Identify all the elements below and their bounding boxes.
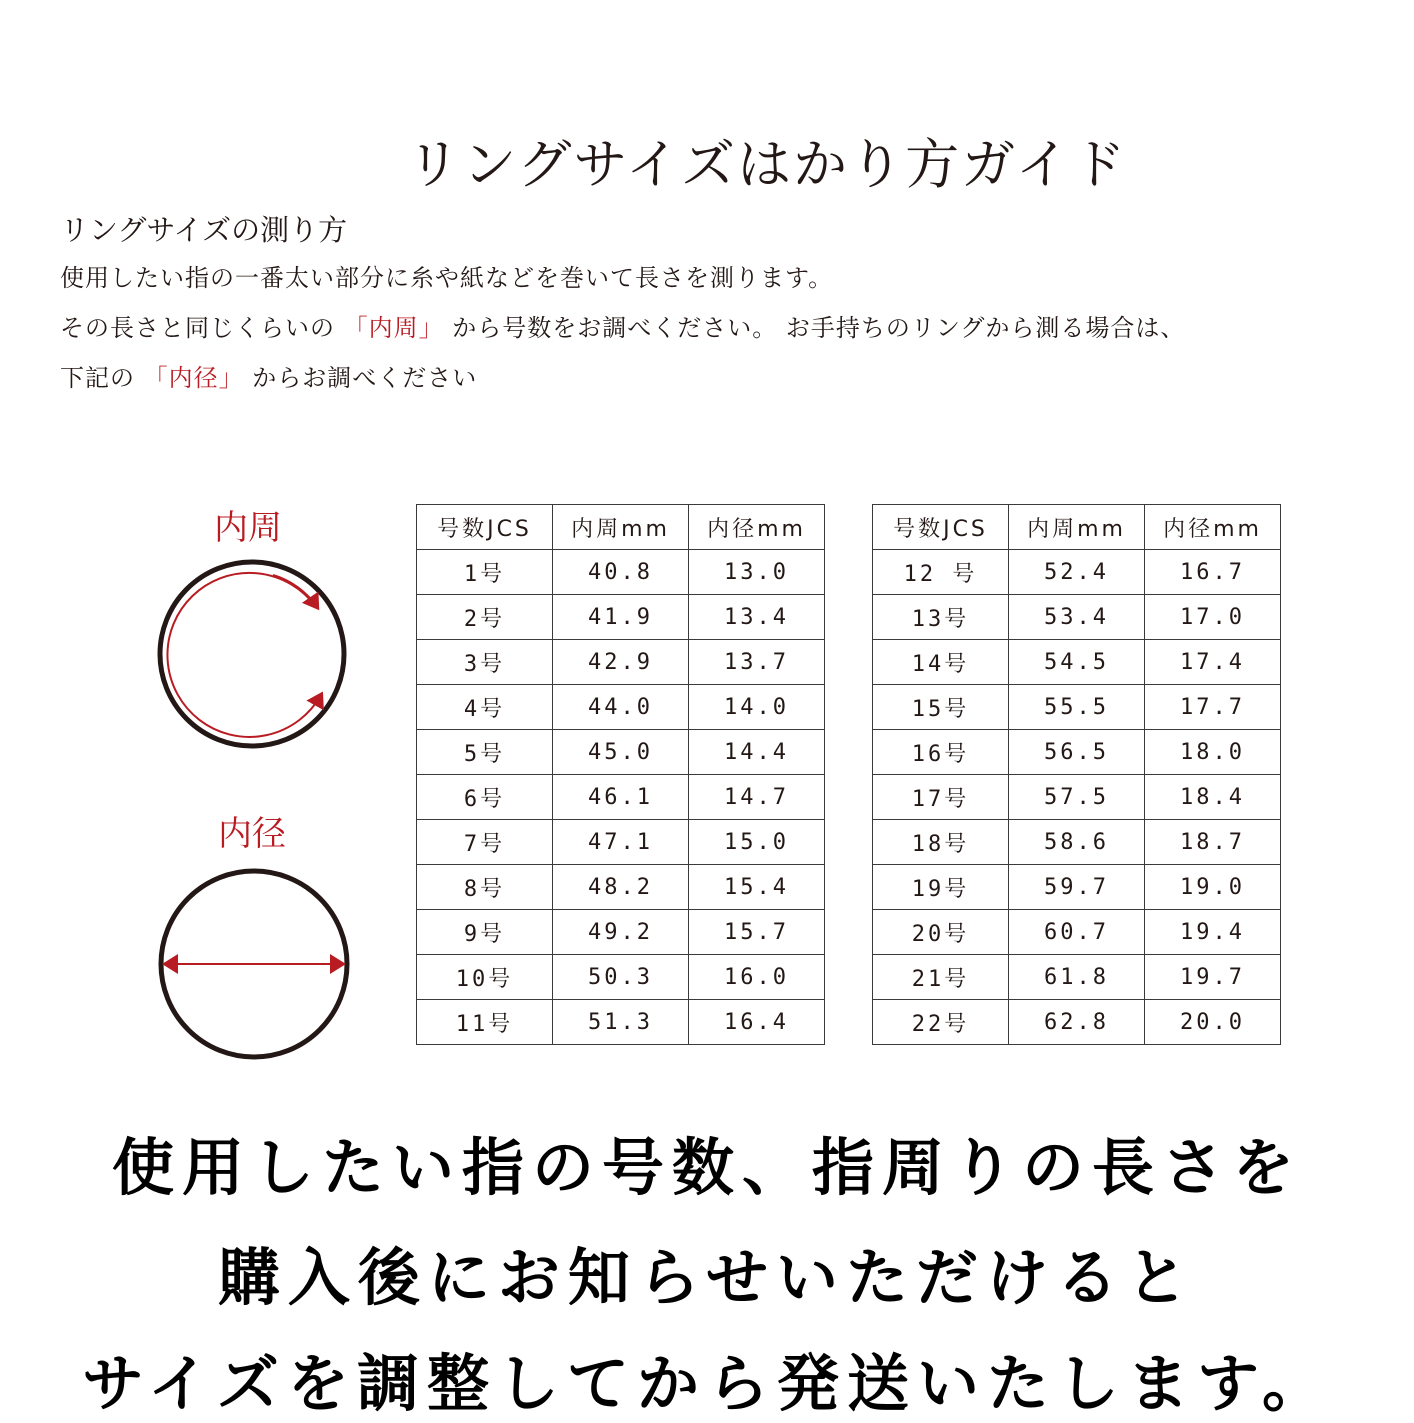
instruction-text: 下記の (60, 364, 135, 392)
inner-diameter-ring-icon (152, 862, 357, 1067)
diameter-cell: 13.4 (689, 595, 825, 640)
circumference-cell: 49.2 (553, 910, 689, 955)
diameter-cell: 15.0 (689, 820, 825, 865)
circumference-cell: 57.5 (1009, 775, 1145, 820)
size-cell: 17号 (873, 775, 1009, 820)
diameter-cell: 18.7 (1145, 820, 1281, 865)
table-row (873, 730, 1281, 775)
diameter-cell: 17.0 (1145, 595, 1281, 640)
circumference-cell: 52.4 (1009, 550, 1145, 595)
circumference-cell: 60.7 (1009, 910, 1145, 955)
table-row (417, 820, 825, 865)
table-row (417, 1000, 825, 1045)
diameter-cell: 13.7 (689, 640, 825, 685)
circumference-cell: 48.2 (553, 865, 689, 910)
circumference-cell: 55.5 (1009, 685, 1145, 730)
circumference-cell: 53.4 (1009, 595, 1145, 640)
table-row (417, 775, 825, 820)
circumference-cell: 47.1 (553, 820, 689, 865)
column-header: 号数JCS (417, 505, 553, 550)
size-cell: 14号 (873, 640, 1009, 685)
diameter-cell: 16.4 (689, 1000, 825, 1045)
size-cell: 7号 (417, 820, 553, 865)
table-header-row (417, 505, 825, 550)
size-cell: 12 号 (873, 550, 1009, 595)
column-header: 内周mm (553, 505, 689, 550)
table-row (417, 910, 825, 955)
circumference-cell: 58.6 (1009, 820, 1145, 865)
circumference-cell: 44.0 (553, 685, 689, 730)
diameter-cell: 14.7 (689, 775, 825, 820)
diameter-cell: 17.7 (1145, 685, 1281, 730)
size-cell: 16号 (873, 730, 1009, 775)
column-header: 内径mm (1145, 505, 1281, 550)
table-row (417, 550, 825, 595)
size-cell: 21号 (873, 955, 1009, 1000)
size-cell: 22号 (873, 1000, 1009, 1045)
column-header: 内径mm (689, 505, 825, 550)
size-cell: 19号 (873, 865, 1009, 910)
inner-circumference-label: 内周 (214, 508, 282, 548)
circumference-cell: 59.7 (1009, 865, 1145, 910)
diameter-cell: 14.0 (689, 685, 825, 730)
table-row (417, 730, 825, 775)
diameter-cell: 16.0 (689, 955, 825, 1000)
notice-line-1: 使用したい指の号数、指周りの長さを (111, 1131, 1302, 1204)
column-header: 号数JCS (873, 505, 1009, 550)
instruction-text: その長さと同じくらいの (60, 314, 335, 342)
size-cell: 13号 (873, 595, 1009, 640)
table-row (873, 640, 1281, 685)
size-cell: 3号 (417, 640, 553, 685)
instruction-line-2 (60, 308, 1185, 343)
size-cell: 20号 (873, 910, 1009, 955)
table-row (873, 910, 1281, 955)
table-row (417, 640, 825, 685)
ring-size-table-right (872, 504, 1281, 1045)
size-cell: 2号 (417, 595, 553, 640)
inner-diameter-label: 内径 (218, 814, 286, 854)
circumference-cell: 50.3 (553, 955, 689, 1000)
section-heading: リングサイズの測り方 (60, 213, 348, 247)
circumference-cell: 45.0 (553, 730, 689, 775)
notice-line-3: サイズを調整してから発送いたします。 (81, 1347, 1333, 1420)
diameter-cell: 15.7 (689, 910, 825, 955)
circumference-cell: 62.8 (1009, 1000, 1145, 1045)
diameter-cell: 18.0 (1145, 730, 1281, 775)
size-cell: 8号 (417, 865, 553, 910)
diameter-cell: 19.0 (1145, 865, 1281, 910)
table-row (873, 1000, 1281, 1045)
circumference-cell: 42.9 (553, 640, 689, 685)
circumference-cell: 41.9 (553, 595, 689, 640)
size-cell: 4号 (417, 685, 553, 730)
column-header: 内周mm (1009, 505, 1145, 550)
instruction-line-3 (60, 358, 477, 393)
instruction-text: から号数をお調べください。 お手持ちのリングから測る場合は、 (452, 314, 1186, 342)
circumference-cell: 56.5 (1009, 730, 1145, 775)
inner-circumference-ring-icon (150, 555, 355, 755)
circumference-cell: 46.1 (553, 775, 689, 820)
table-row (417, 685, 825, 730)
table-row (873, 955, 1281, 1000)
size-cell: 15号 (873, 685, 1009, 730)
table-row (873, 775, 1281, 820)
diameter-cell: 14.4 (689, 730, 825, 775)
table-row (417, 595, 825, 640)
instruction-text: からお調べください (252, 364, 478, 392)
size-cell: 10号 (417, 955, 553, 1000)
table-row (873, 685, 1281, 730)
table-row (873, 550, 1281, 595)
diameter-cell: 17.4 (1145, 640, 1281, 685)
table-row (417, 865, 825, 910)
instruction-line-1: 使用したい指の一番太い部分に糸や紙などを巻いて長さを測ります。 (60, 264, 834, 292)
table-header-row (873, 505, 1281, 550)
circumference-cell: 54.5 (1009, 640, 1145, 685)
table-row (417, 955, 825, 1000)
circumference-cell: 61.8 (1009, 955, 1145, 1000)
notice-line-2: 購入後にお知らせいただけると (217, 1241, 1197, 1314)
ring-size-table-left (416, 504, 825, 1045)
diameter-cell: 19.7 (1145, 955, 1281, 1000)
table-row (873, 595, 1281, 640)
highlight-inner-diameter: 「内径」 (143, 364, 244, 392)
size-cell: 1号 (417, 550, 553, 595)
circumference-cell: 40.8 (553, 550, 689, 595)
highlight-inner-circumference: 「内周」 (343, 314, 444, 342)
table-row (873, 865, 1281, 910)
size-cell: 9号 (417, 910, 553, 955)
size-cell: 6号 (417, 775, 553, 820)
circumference-arrow (167, 573, 321, 737)
table-row (873, 820, 1281, 865)
diameter-cell: 16.7 (1145, 550, 1281, 595)
diameter-cell: 19.4 (1145, 910, 1281, 955)
size-cell: 18号 (873, 820, 1009, 865)
size-cell: 11号 (417, 1000, 553, 1045)
diameter-cell: 18.4 (1145, 775, 1281, 820)
diameter-cell: 20.0 (1145, 1000, 1281, 1045)
size-cell: 5号 (417, 730, 553, 775)
circumference-cell: 51.3 (553, 1000, 689, 1045)
page-title: リングサイズはかり方ガイド (406, 133, 1128, 196)
diameter-cell: 15.4 (689, 865, 825, 910)
diameter-cell: 13.0 (689, 550, 825, 595)
